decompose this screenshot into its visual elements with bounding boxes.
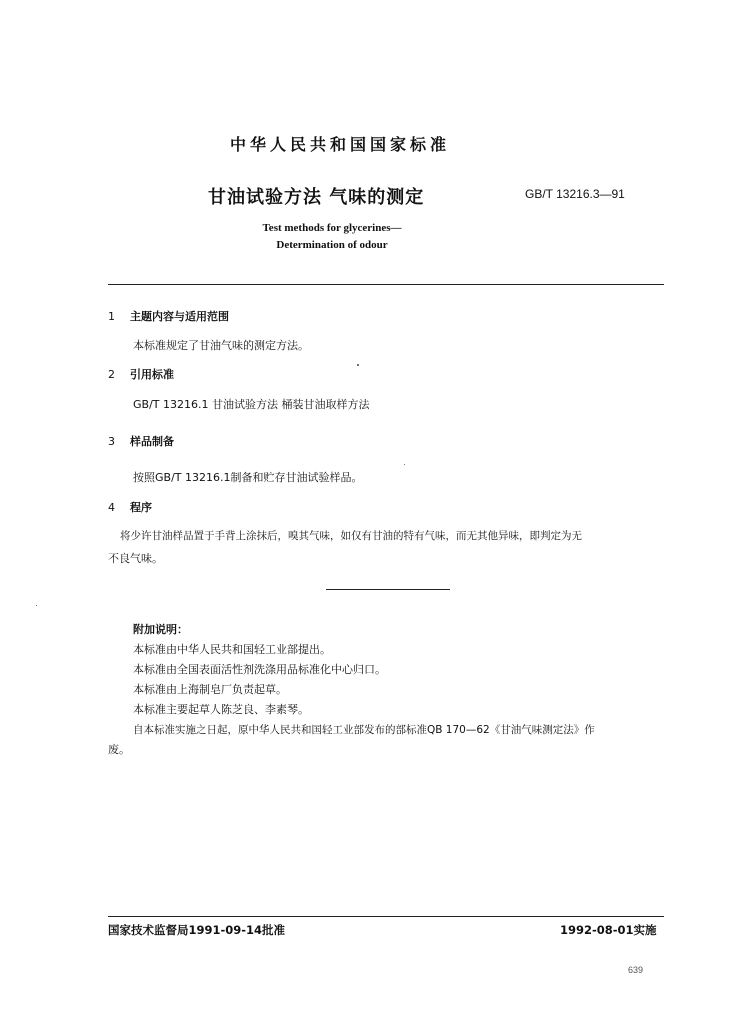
section-1-heading — [108, 308, 229, 324]
note-line: 本标准主要起草人陈芝良、李素琴。 — [133, 703, 309, 716]
footer-divider — [108, 916, 664, 917]
note-line: 本标准由全国表面活性剂洗涤用品标准化中心归口。 — [133, 663, 386, 676]
section-4-body-line2: 不良气味。 — [108, 552, 163, 565]
section-number: 2 — [108, 368, 115, 381]
section-4-body-line1: 将少许甘油样品置于手背上涂抹后，嗅其气味，如仅有甘油的特有气味，而无其他异味，即判定为无 — [120, 530, 582, 542]
section-3-heading — [108, 433, 174, 449]
notes-heading: 附加说明： — [133, 623, 188, 636]
effective-date: 1992-08-01实施 — [560, 923, 657, 937]
section-title: 主题内容与适用范围 — [130, 310, 229, 323]
section-end-divider — [326, 589, 450, 590]
scan-speck — [36, 605, 37, 606]
section-3-body: 按照GB/T 13216.1制备和贮存甘油试验样品。 — [133, 471, 363, 484]
approval-date: 国家技术监督局1991-09-14批准 — [108, 923, 286, 937]
standard-title-en-line1: Test methods for glycerines— — [262, 222, 402, 234]
section-number: 4 — [108, 501, 115, 514]
standard-title-cn: 甘油试验方法 气味的测定 — [208, 187, 425, 208]
section-2-heading — [108, 366, 174, 382]
note-line: 本标准由上海制皂厂负责起草。 — [133, 683, 287, 696]
scan-speck — [357, 364, 359, 366]
section-1-body: 本标准规定了甘油气味的测定方法。 — [133, 339, 309, 352]
issuing-organization: 中华人民共和国国家标准 — [229, 135, 450, 154]
scan-speck — [404, 464, 405, 465]
page-number: 639 — [628, 965, 644, 975]
section-2-body: GB/T 13216.1 甘油试验方法 桶装甘油取样方法 — [133, 398, 370, 411]
section-number: 1 — [108, 310, 115, 323]
note-line: 废。 — [108, 743, 130, 756]
section-title: 程序 — [130, 501, 152, 514]
section-title: 引用标准 — [130, 368, 174, 381]
note-line: 本标准由中华人民共和国轻工业部提出。 — [133, 643, 331, 656]
header-divider — [108, 284, 664, 285]
note-line: 自本标准实施之日起，原中华人民共和国轻工业部发布的部标准QB 170—62《甘油气味测定法》作 — [133, 724, 595, 736]
standard-code: GB/T 13216.3—91 — [525, 187, 625, 201]
section-title: 样品制备 — [130, 435, 174, 448]
section-number: 3 — [108, 435, 115, 448]
section-4-heading — [108, 499, 152, 515]
standard-title-en-line2: Determination of odour — [276, 239, 388, 251]
